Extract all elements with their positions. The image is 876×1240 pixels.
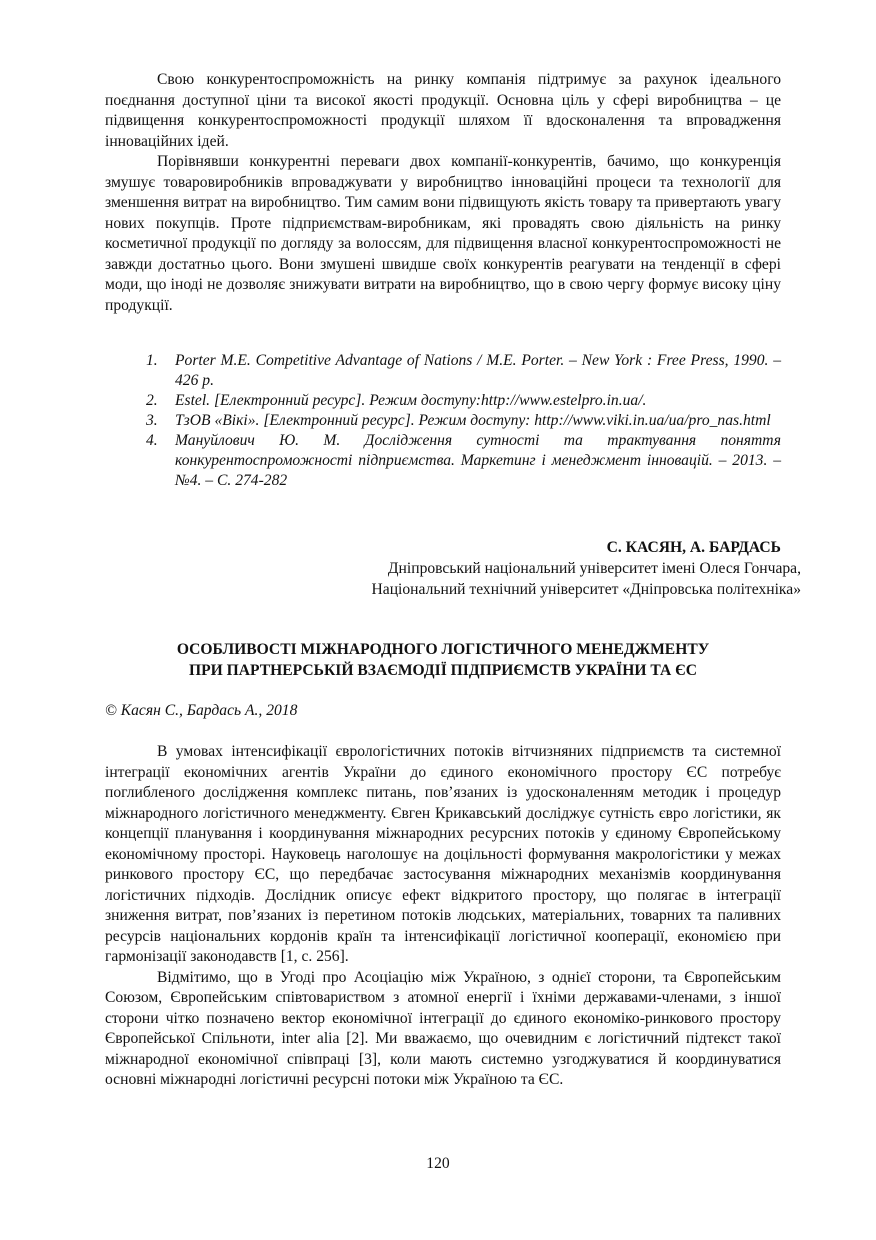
article-title-line: ПРИ ПАРТНЕРСЬКІЙ ВЗАЄМОДІЇ ПІДПРИЄМСТВ УКРАЇНИ ТА ЄС (188, 662, 698, 679)
top-text-block (105, 70, 781, 316)
paragraph: Порівнявши конкурентні переваги двох компанії-конкурентів, бачимо, що конкуренція змушує товаровиробників впроваджувати у виробництво інноваційні процеси та технології для зменшення витрат на виробництво. Тим самим вони підвищують якість товару та привертають увагу нових покупців. Проте підприємствам-виробникам, які провадять свою діяльність на ринку косметичної продукції по догляду за волоссям, для підвищення власної конкурентоспроможності не завжди достатньо цього. Вони змушені швидше своїх конкурентів реагувати на тенденції в сфері моди, що іноді не дозволяє знижувати витрати на виробництво, що в свою чергу формує високу ціну продукції. (105, 153, 781, 314)
authors: С. КАСЯН, А. БАРДАСЬ (606, 539, 781, 556)
main-text-block (105, 742, 781, 1091)
paragraph: Свою конкурентоспроможність на ринку компанія підтримує за рахунок ідеального поєднання доступної ціни та високої якості продукції. Основна ціль у сфері виробництва – це підвищення конкурентоспроможності продукції шляхом її вдосконалення та впровадження інноваційних ідей. (105, 71, 781, 150)
reference-item: 1. Porter M.E. Competitive Advantage of Nations / M.E. Porter. – New York : Free Press, 1990. – 426 p. (146, 352, 781, 389)
paragraph: Відмітимо, що в Угоді про Асоціацію між Україною, з однієї сторони, та Європейським Союзом, Європейським співтовариством з атомної енергії і їхніми державами-членами, з іншої сторони чітко позначено вектор економічної інтеграції до єдиного економіко-ринкового простору Європейської Спільноти, inter alia [2]. Ми вважаємо, що очевидним є логістичний підтекст такої міжнародної економічної співпраці [3], коли мають системно узгоджуватися й координуватися основні міжнародні логістичні ресурсні потоки між Україною та ЄС. (105, 968, 781, 1088)
article-title-line: ОСОБЛИВОСТІ МІЖНАРОДНОГО ЛОГІСТИЧНОГО МЕНЕДЖМЕНТУ (176, 641, 710, 658)
reference-item: 3. ТзОВ «Вікі». [Електронний ресурс]. Режим доступу: http://www.viki.in.ua/ua/pro_nas.html (146, 412, 771, 429)
copyright: © Касян С., Бардась А., 2018 (105, 702, 298, 719)
reference-item: 4. Мануйлович Ю. М. Дослідження сутності та трактування поняття конкурентоспроможності підприємства. Маркетинг і менеджмент інновацій. – 2013. – №4. – С. 274-282 (146, 432, 781, 489)
reference-item: 2. Estel. [Електронний ресурс]. Режим доступу:http://www.estelpro.in.ua/. (146, 392, 647, 409)
affiliation-line: Національний технічний університет «Дніпровська політехніка» (371, 581, 801, 598)
paragraph: В умовах інтенсифікації єврологістичних потоків вітчизняних підприємств та системної інтеграції економічних агентів України до єдиного економічного простору ЄС потребує поглибленого дослідження комплекс питань, пов’язаних із удосконаленням методик і процедур міжнародного логістичного менеджменту. Євген Крикавський досліджує сутність євро логістики, як концепції планування і координування міжнародних ресурсних потоків у єдиному Європейському економічному просторі. Науковець наголошує на доцільності формування макрологістики у межах ринкового простору ЄС, що передбачає застосування міжнародних механізмів координування логістичних підходів. Дослідник описує ефект відкритого простору, що полягає в інтеграції зниження витрат, пов’язаних із перетином потоків людських, матеріальних, товарних та паливних ресурсів національних кордонів країн та інтенсифікації логістичної кооперації, економією при гармонізації законодавств [1, с. 256]. (105, 743, 781, 965)
page-number: 120 (426, 1155, 450, 1172)
reference-list (140, 351, 781, 491)
affiliation-line: Дніпровський національний університет імені Олеся Гончара, (387, 560, 801, 577)
